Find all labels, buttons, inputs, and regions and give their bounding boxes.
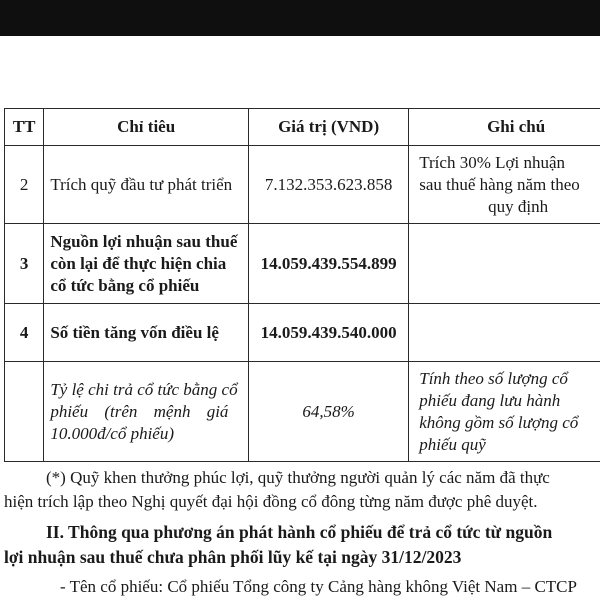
footnote-line-1: (*) Quỹ khen thưởng phúc lợi, quỹ thưởng người quản lý các năm đã thực bbox=[46, 468, 550, 487]
note-line: phiếu quỹ bbox=[419, 434, 486, 454]
table-row bbox=[5, 146, 600, 224]
table-header-row bbox=[5, 109, 600, 146]
chi-tieu-line: Tỷ lệ chi trả cổ tức bằng cổ bbox=[50, 379, 238, 399]
row-ghi-chu bbox=[409, 304, 600, 362]
footnote bbox=[0, 466, 600, 514]
dividend-table bbox=[4, 108, 600, 462]
section-heading bbox=[0, 520, 600, 570]
bullet-stock-name: - Tên cổ phiếu: Cổ phiếu Tổng công ty Cảng hàng không Việt Nam – CTCP bbox=[60, 577, 577, 596]
chi-tieu-line: Nguồn lợi nhuận sau thuế bbox=[50, 231, 238, 251]
row-gia-tri: 7.132.353.623.858 bbox=[248, 146, 408, 224]
row-ghi-chu bbox=[409, 146, 600, 224]
row-gia-tri: 14.059.439.554.899 bbox=[248, 224, 408, 304]
chi-tieu-line: còn lại để thực hiện chia bbox=[50, 253, 227, 273]
top-dark-bar bbox=[0, 0, 600, 36]
note-line: quy định bbox=[488, 196, 549, 216]
row-ghi-chu bbox=[409, 224, 600, 304]
header-chi-tieu: Chỉ tiêu bbox=[44, 109, 249, 146]
section-heading-line-1: II. Thông qua phương án phát hành cổ phiếu để trả cổ tức từ nguồn bbox=[46, 522, 553, 542]
row-number: 2 bbox=[5, 146, 44, 224]
note-line: Tính theo số lượng cổ bbox=[419, 368, 568, 388]
header-gia-tri: Giá trị (VND) bbox=[248, 109, 408, 146]
row-chi-tieu bbox=[44, 362, 249, 462]
note-line: phiếu đang lưu hành bbox=[419, 390, 561, 410]
row-gia-tri: 64,58% bbox=[248, 362, 408, 462]
note-line: không gồm số lượng cổ bbox=[419, 412, 579, 432]
header-ghi-chu: Ghi chú bbox=[409, 109, 600, 146]
row-chi-tieu: Số tiền tăng vốn điều lệ bbox=[44, 304, 249, 362]
row-chi-tieu bbox=[44, 224, 249, 304]
footnote-line-2: hiện trích lập theo Nghị quyết đại hội đồng cổ đông từng năm được phê duyệt. bbox=[4, 492, 538, 511]
table-row bbox=[5, 362, 600, 462]
chi-tieu-line: cổ tức bằng cổ phiếu bbox=[50, 275, 200, 295]
section-heading-line-2: lợi nhuận sau thuế chưa phân phối lũy kế tại ngày 31/12/2023 bbox=[4, 547, 462, 567]
note-line: sau thuế hàng năm theo bbox=[419, 174, 580, 194]
chi-tieu-line: 10.000đ/cổ phiếu) bbox=[50, 423, 175, 443]
note-line: Trích 30% Lợi nhuận bbox=[419, 152, 566, 172]
table-row bbox=[5, 224, 600, 304]
row-number bbox=[5, 362, 44, 462]
row-ghi-chu bbox=[409, 362, 600, 462]
row-gia-tri: 14.059.439.540.000 bbox=[248, 304, 408, 362]
row-number: 4 bbox=[5, 304, 44, 362]
chi-tieu-line: phiếu (trên mệnh giá bbox=[50, 401, 229, 421]
table-row bbox=[5, 304, 600, 362]
row-chi-tieu: Trích quỹ đầu tư phát triển bbox=[44, 146, 249, 224]
row-number: 3 bbox=[5, 224, 44, 304]
header-tt: TT bbox=[5, 109, 44, 146]
